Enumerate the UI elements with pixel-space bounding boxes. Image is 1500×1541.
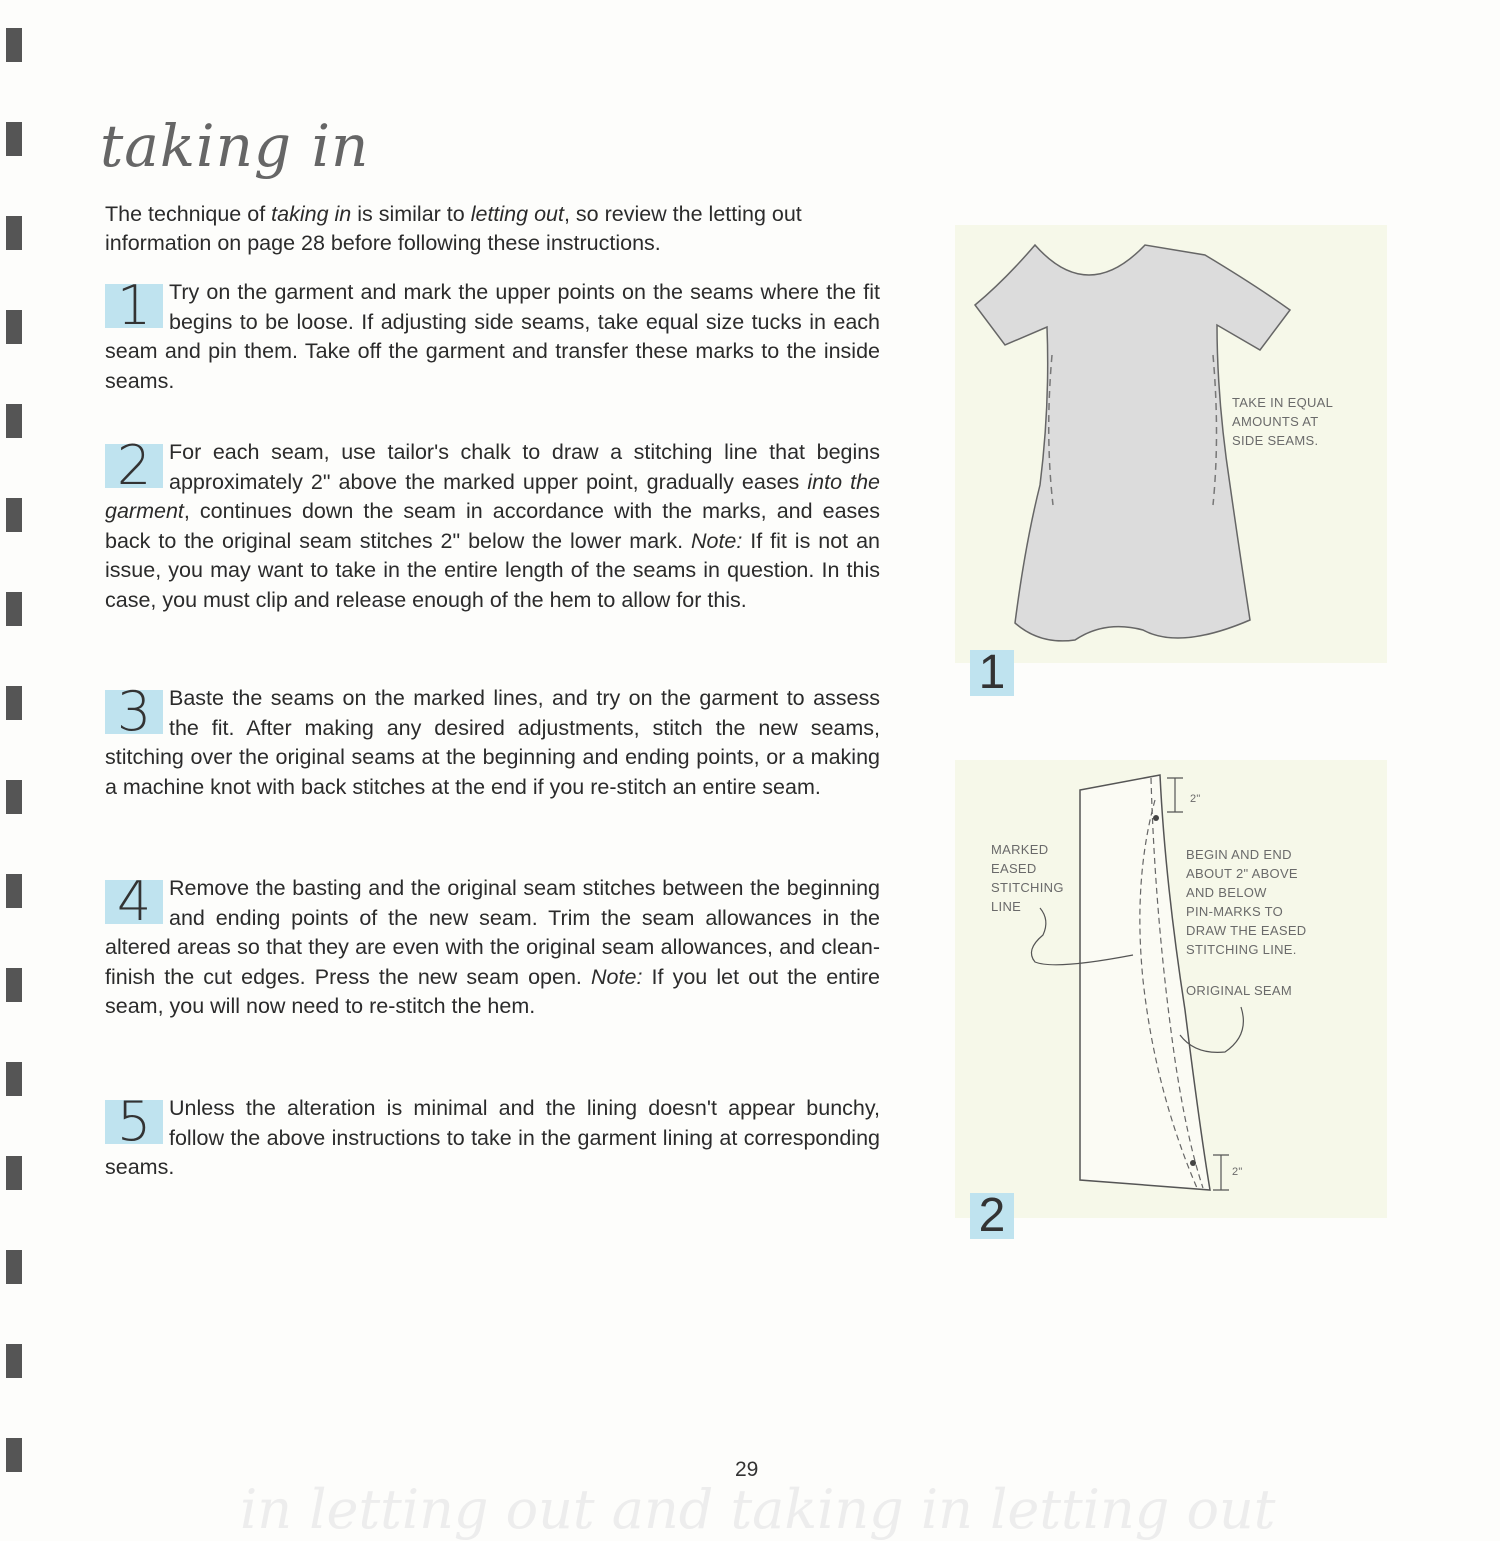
- dimension-bottom: 2": [1232, 1166, 1243, 1178]
- step-emphasis: into the garment: [105, 469, 880, 523]
- label-line: PIN-MARKS TO: [1186, 904, 1284, 919]
- step-number: 4: [105, 880, 163, 924]
- step-number: 2: [105, 444, 163, 488]
- label-line: LINE: [991, 899, 1022, 914]
- step-text: Try on the garment and mark the upper points on the seams where the fit begins to be loose. If adjusting side seams, take equal size tucks in each seam and pin them. Take off the garment and transfer these marks to the inside seams.: [105, 280, 880, 393]
- figure-1-number: 1: [970, 650, 1014, 696]
- label-line: SIDE SEAMS.: [1232, 433, 1319, 448]
- step-4: [105, 870, 880, 1022]
- label-line: MARKED: [991, 842, 1049, 857]
- intro-paragraph: [105, 200, 880, 258]
- footer-watermark: in letting out and taking in letting out: [240, 1478, 1276, 1541]
- page-number: 29: [735, 1458, 759, 1481]
- step-number: 1: [105, 284, 163, 328]
- label-line: AND BELOW: [1186, 885, 1267, 900]
- intro-text: The technique of: [105, 202, 272, 226]
- marked-line-label: [991, 840, 1064, 916]
- label-line: TAKE IN EQUAL: [1232, 395, 1334, 410]
- label-line: EASED: [991, 861, 1037, 876]
- label-line: AMOUNTS AT: [1232, 414, 1319, 429]
- page-title: taking in: [100, 112, 370, 180]
- seam-illustration: [955, 760, 1387, 1218]
- intro-text: , so review the letting out information on page 28 before following these instructions.: [105, 202, 802, 255]
- step-number: 3: [105, 690, 163, 734]
- label-line: DRAW THE EASED: [1186, 923, 1307, 938]
- intro-emphasis: letting out: [470, 202, 564, 226]
- step-text: Unless the alteration is minimal and the lining doesn't appear bunchy, follow the above instructions to take in the garment lining at corresponding seams.: [105, 1096, 880, 1179]
- label-line: ABOUT 2" ABOVE: [1186, 866, 1298, 881]
- step-3: [105, 680, 880, 802]
- label-line: BEGIN AND END: [1186, 847, 1292, 862]
- figure-2-panel: [955, 760, 1387, 1218]
- dimension-top: 2": [1190, 793, 1201, 805]
- label-line: STITCHING LINE.: [1186, 942, 1297, 957]
- step-1: [105, 274, 880, 396]
- note-label: Note:: [591, 964, 643, 989]
- original-seam-label: ORIGINAL SEAM: [1186, 983, 1292, 998]
- spiral-binding: [0, 0, 30, 1511]
- step-text: , continues down the seam in accordance with the marks, and eases back to the original seam stitches 2" below the lower mark.: [105, 499, 880, 553]
- step-5: [105, 1090, 880, 1183]
- intro-emphasis: taking in: [271, 202, 352, 226]
- step-text: For each seam, use tailor's chalk to draw a stitching line that begins approximately 2" above the marked upper point, gradually eases: [169, 440, 880, 494]
- intro-text: is similar to: [351, 202, 471, 226]
- label-line: STITCHING: [991, 880, 1064, 895]
- step-text: If fit is not an issue, you may want to take in the entire length of the seams in question. In this case, you must clip and release enough of the hem to allow for this.: [105, 528, 880, 612]
- step-text: Remove the basting and the original seam stitches between the beginning and ending points of the new seam. Trim the seam allowances in the altered areas so that they are even with the original seam allowances, and clean-finish the cut edges. Press the new seam open.: [105, 876, 880, 989]
- figure-1-panel: [955, 225, 1387, 663]
- step-text: Baste the seams on the marked lines, and try on the garment to assess the fit. After making any desired adjustments, stitch the new seams, stitching over the original seams at the beginning and ending points, or a making a machine knot with back stitches at the end if you re-stitch an entire seam.: [105, 686, 880, 799]
- note-label: Note:: [690, 528, 743, 553]
- step-text: If you let out the entire seam, you will now need to re-stitch the hem.: [105, 964, 880, 1018]
- figure-1-label: [1232, 393, 1333, 450]
- step-2: [105, 434, 880, 615]
- begin-end-label: [1186, 845, 1307, 959]
- step-number: 5: [105, 1100, 163, 1144]
- figure-2-number: 2: [970, 1193, 1014, 1239]
